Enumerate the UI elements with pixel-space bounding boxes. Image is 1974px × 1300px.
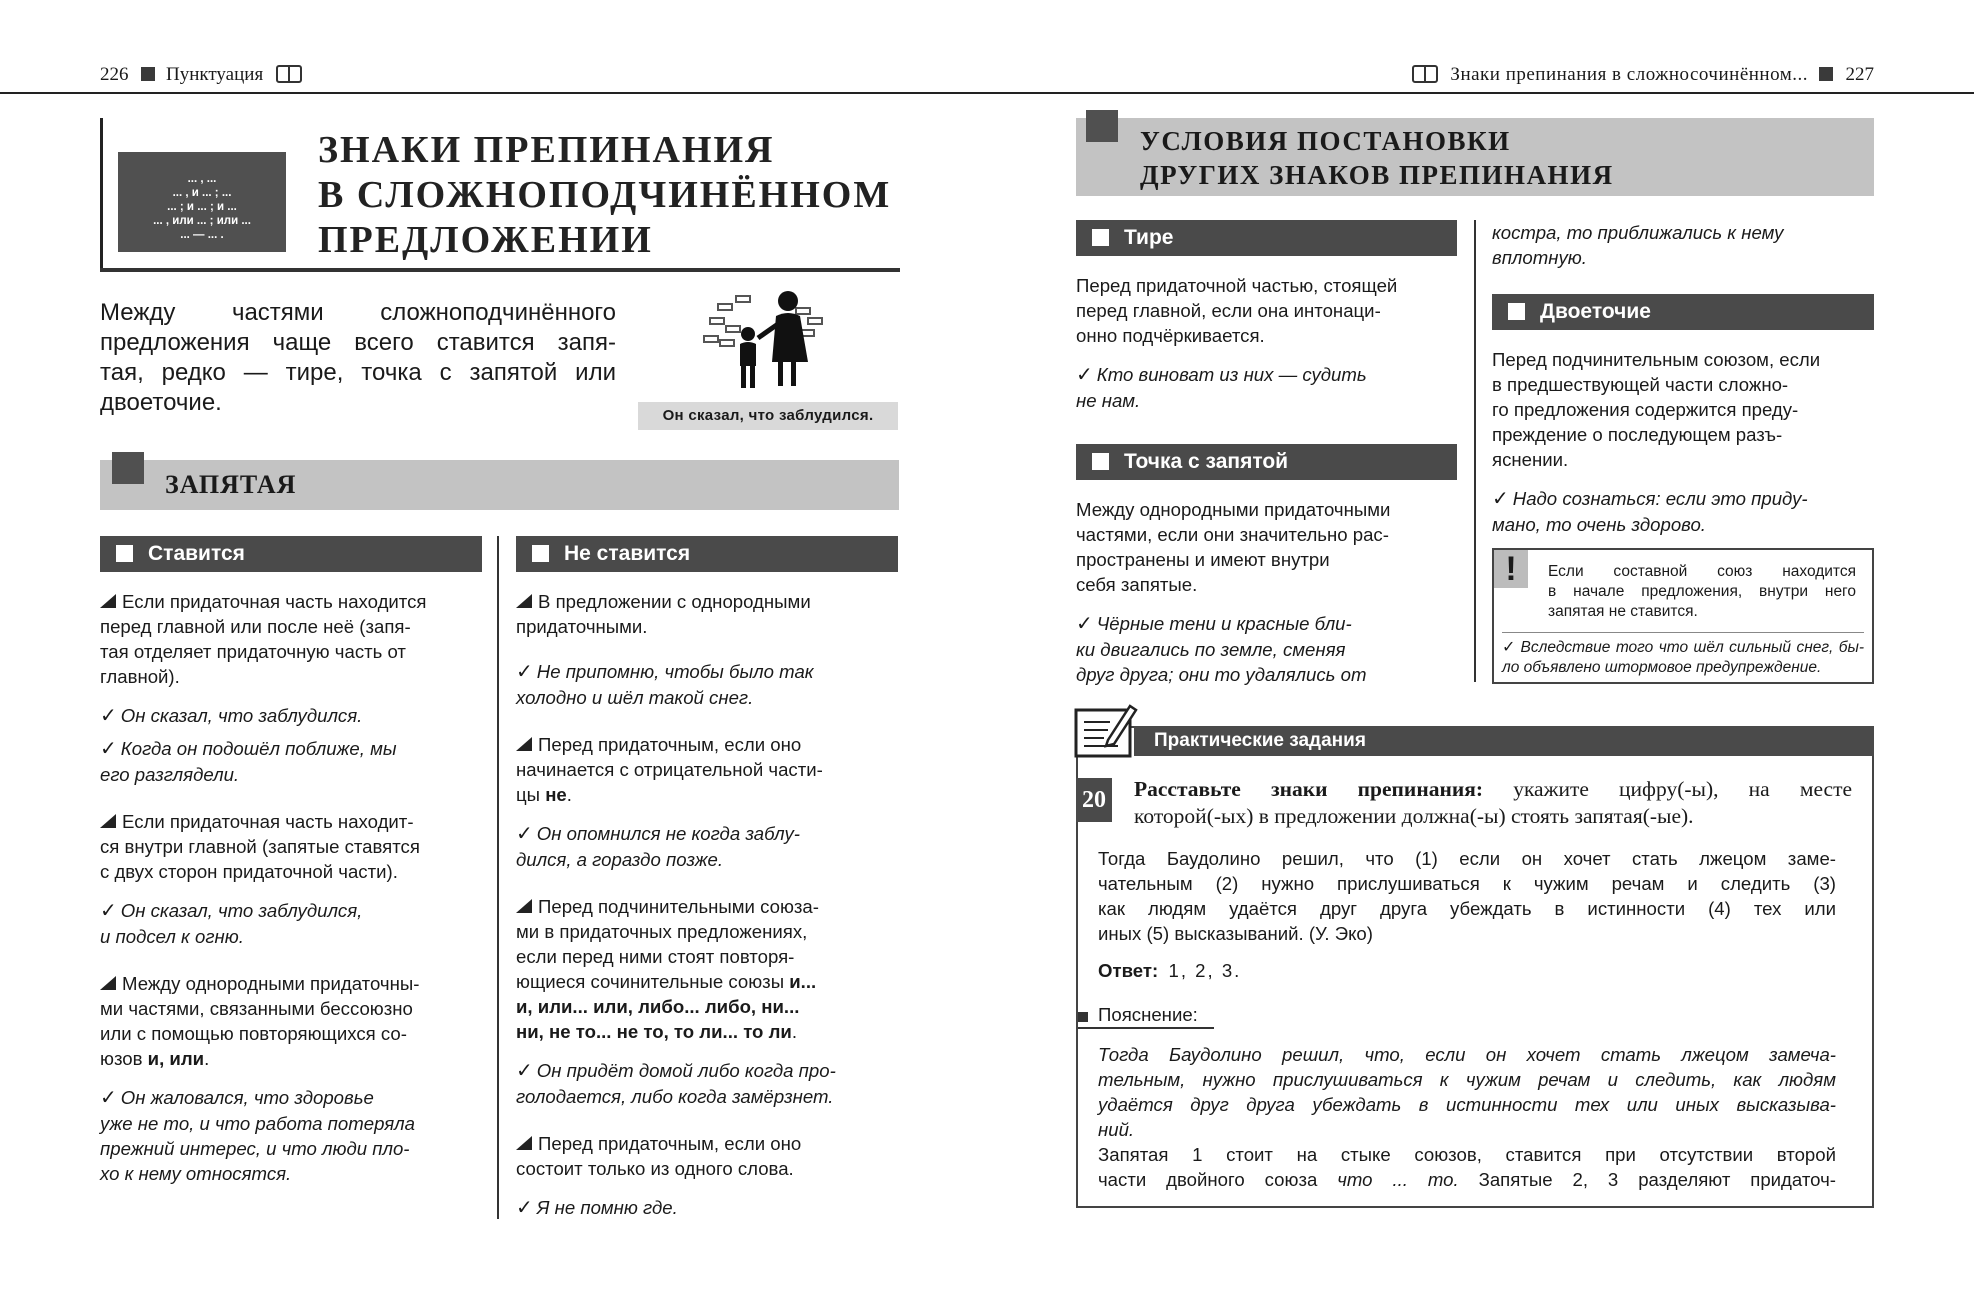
triangle-bullet-icon xyxy=(100,594,116,608)
illustration-caption: Он сказал, что заблудился. xyxy=(638,402,898,430)
not-placed-rule-2: Перед придаточным, если оно начинается с отрицательной части- цы не. xyxy=(516,734,823,805)
explanation-underline xyxy=(1078,1027,1214,1029)
triangle-bullet-icon xyxy=(516,737,532,751)
semicolon-title: Точка с запятой xyxy=(1124,450,1289,473)
semicolon-header xyxy=(1076,444,1457,480)
book-icon xyxy=(1412,65,1438,83)
title-bottom-border xyxy=(100,268,900,272)
placed-example-3: ✓ Он сказал, что заблудился, и подсел к огню. xyxy=(100,900,363,947)
explanation-text: Тогда Баудолино решил, что, если он хочет стать лжецом замеча- тельным, нужно прислушиваться к чужим речам и следить, как людям удаётся друг друга убеждать в истинности тех или иных высказыва- ний. xyxy=(1098,1044,1836,1140)
triangle-bullet-icon xyxy=(516,594,532,608)
placed-rule-3: Между однородными придаточны- ми частями, связанными бессоюзно или с помощью повторяющихся со- юзов и, или. xyxy=(100,973,420,1069)
not-placed-title: Не ставится xyxy=(564,542,691,565)
placed-column xyxy=(100,589,482,1200)
not-placed-column-header xyxy=(516,536,898,572)
square-bullet-icon xyxy=(141,67,155,81)
checkmark-icon: ✓ xyxy=(100,1087,117,1109)
section-square-icon xyxy=(1086,110,1118,142)
task-instruction: Расставьте знаки препинания: укажите цифру(-ы), на месте которой(-ых) в предложении должна(-ы) стоять запятая(-ые). xyxy=(1134,777,1853,828)
intro-line: предложения чаще всего ставится запя- xyxy=(100,329,616,356)
task-sentence: Тогда Баудолино решил, что (1) если он хочет стать лжецом заме- чательным (2) нужно прислушиваться к чужим речам и следить (3) как людям удаётся друг друга убеждать в истинности (4) тех или иных (5) высказываний. (У. Эко) xyxy=(1098,848,1836,944)
triangle-bullet-icon xyxy=(100,814,116,828)
triangle-bullet-icon xyxy=(516,899,532,913)
dash-content xyxy=(1076,273,1457,427)
note-divider xyxy=(1502,632,1864,633)
checkbox-square-icon xyxy=(1092,229,1109,246)
checkmark-icon: ✓ xyxy=(1076,364,1093,386)
checkbox-square-icon xyxy=(1092,453,1109,470)
left-running-header xyxy=(100,64,302,86)
task-number: 20 xyxy=(1076,778,1112,822)
checkmark-icon: ✓ xyxy=(100,900,117,922)
right-running-header xyxy=(1412,64,1874,86)
explanation-text-2: Запятая 1 стоит на стыке союзов, ставится при отсутствии второй части двойного союза что ... то. Запятые 2, 3 разделяют придаточ- xyxy=(1098,1144,1836,1190)
section-title-line: ДРУГИХ ЗНАКОВ ПРЕПИНАНИЯ xyxy=(1140,160,1614,190)
dash-example: ✓ Кто виноват из них — судить не нам. xyxy=(1076,364,1367,411)
scheme-line: ... — ... . xyxy=(180,229,224,241)
notebook-pencil-icon xyxy=(1074,700,1138,760)
checkmark-icon: ✓ xyxy=(516,1197,533,1219)
dash-title: Тире xyxy=(1124,226,1174,249)
checkmark-icon: ✓ xyxy=(100,705,117,727)
checkmark-icon: ✓ xyxy=(1076,613,1093,635)
intro-line: Между частями сложноподчинённого xyxy=(100,299,616,326)
square-bullet-icon xyxy=(1819,67,1833,81)
punctuation-scheme-icon xyxy=(118,152,286,252)
colon-example: ✓ Надо сознаться: если это приду- мано, то очень здорово. xyxy=(1492,488,1808,535)
note-text: Если составной союз находится в начале предложения, внутри него запятая не ставится. xyxy=(1548,563,1856,620)
dash-header xyxy=(1076,220,1457,256)
not-placed-example-4: ✓ Я не помню где. xyxy=(516,1197,678,1219)
intro-text xyxy=(100,298,616,418)
comma-section-title: ЗАПЯТАЯ xyxy=(165,470,297,499)
title-left-border xyxy=(100,118,103,272)
exclamation-icon: ! xyxy=(1494,550,1528,588)
left-section-name: Пунктуация xyxy=(166,64,264,85)
title-line: ПРЕДЛОЖЕНИИ xyxy=(318,219,653,261)
note-box xyxy=(1492,548,1874,684)
semicolon-example: ✓ Чёрные тени и красные бли- ки двигались по земле, сменяя друг друга; они то удалялись от xyxy=(1076,613,1367,685)
placed-column-header xyxy=(100,536,482,572)
checkmark-icon: ✓ xyxy=(516,661,533,683)
placed-example-1: ✓ Он сказал, что заблудился. xyxy=(100,705,363,727)
book-icon xyxy=(276,65,302,83)
not-placed-example-1: ✓ Не припомню, чтобы было так холодно и шёл такой снег. xyxy=(516,661,814,708)
checkbox-square-icon xyxy=(116,545,133,562)
dash-rule: Перед придаточной частью, стоящей перед главной, если она интонаци- онно подчёркивается. xyxy=(1076,275,1398,346)
square-bullet-icon xyxy=(1078,1012,1088,1022)
not-placed-example-3: ✓ Он придёт домой либо когда про- голодается, либо когда замёрзнет. xyxy=(516,1060,836,1107)
checkmark-icon: ✓ xyxy=(516,1060,533,1082)
column-divider xyxy=(1474,220,1476,682)
checkmark-icon: ✓ xyxy=(100,738,117,760)
checkbox-square-icon xyxy=(532,545,549,562)
checkbox-square-icon xyxy=(1508,303,1525,320)
not-placed-example-2: ✓ Он опомнился не когда заблу- дился, а гораздо позже. xyxy=(516,823,800,870)
not-placed-column xyxy=(516,589,898,1235)
header-rule xyxy=(0,92,1974,94)
not-placed-rule-3: Перед подчинительными союза- ми в придаточных предложениях, если перед ними стоят повторя- ющиеся сочинительные союзы и... и, или... или, либо... либо, ни... ни, не то... не то, то ли... то ли. xyxy=(516,896,819,1042)
not-placed-rule-4: Перед придаточным, если оно состоит только из одного слова. xyxy=(516,1133,802,1179)
placed-example-2: ✓ Когда он подошёл поближе, мы его разглядели. xyxy=(100,738,397,785)
placed-rule-2: Если придаточная часть находит- ся внутри главной (запятые ставятся с двух сторон придаточной части). xyxy=(100,811,420,882)
section-title-line: УСЛОВИЯ ПОСТАНОВКИ xyxy=(1140,126,1511,156)
scheme-line: ... , ... xyxy=(187,173,217,185)
scheme-line: ... , или ... ; или ... xyxy=(153,215,251,227)
practice-title: Практические задания xyxy=(1134,726,1874,756)
note-example: ✓ Вследствие того что шёл сильный снег, бы- ло объявлено штормовое предупреждение. xyxy=(1502,639,1865,676)
colon-content xyxy=(1492,347,1874,551)
triangle-bullet-icon xyxy=(516,1136,532,1150)
page-title xyxy=(318,128,891,263)
triangle-bullet-icon xyxy=(100,976,116,990)
task-answer: Ответ: 1, 2, 3. xyxy=(1098,960,1242,981)
explanation-label: Пояснение: xyxy=(1098,1004,1198,1025)
colon-header xyxy=(1492,294,1874,330)
semicolon-rule: Между однородными придаточными частями, если они значительно рас- пространены и имеют внутри себя запятые. xyxy=(1076,499,1391,595)
checkmark-icon: ✓ xyxy=(516,823,533,845)
placed-title: Ставится xyxy=(148,542,245,565)
left-page-number: 226 xyxy=(100,64,129,85)
checkmark-icon: ✓ xyxy=(1502,639,1517,656)
intro-line: тая, редко — тире, точка с запятой или xyxy=(100,359,616,386)
intro-line: двоеточие. xyxy=(100,389,222,416)
column-divider xyxy=(497,536,499,1219)
semicolon-content xyxy=(1076,497,1457,701)
title-line: ЗНАКИ ПРЕПИНАНИЯ xyxy=(318,129,775,171)
checkmark-icon: ✓ xyxy=(1492,488,1509,510)
placed-rule-1: Если придаточная часть находится перед главной или после неё (запя- тая отделяет придаточную часть от главной). xyxy=(100,591,427,687)
right-section-name: Знаки препинания в сложносочинённом... xyxy=(1450,64,1808,85)
title-line: В СЛОЖНОПОДЧИНЁННОМ xyxy=(318,174,892,216)
mother-child-illustration xyxy=(696,286,836,396)
other-signs-section-title xyxy=(1140,124,1614,192)
scheme-line: ... , и ... ; ... xyxy=(172,187,232,199)
colon-rule: Перед подчинительным союзом, если в предшествующей части сложно- го предложения содержится преду- преждение о последующем разъ- яснении. xyxy=(1492,349,1821,470)
right-page-number: 227 xyxy=(1845,64,1874,85)
not-placed-rule-1: В предложении с однородными придаточными. xyxy=(516,591,811,637)
section-square-icon xyxy=(112,452,144,484)
scheme-line: ... ; и ... ; и ... xyxy=(167,201,237,213)
placed-example-4: ✓ Он жаловался, что здоровье уже не то, и что работа потеряла прежний интерес, и что люди пло- хо к нему относятся. xyxy=(100,1087,415,1184)
semicolon-example-continued: костра, то приближались к нему вплотную. xyxy=(1492,222,1784,268)
colon-title: Двоеточие xyxy=(1540,300,1651,323)
